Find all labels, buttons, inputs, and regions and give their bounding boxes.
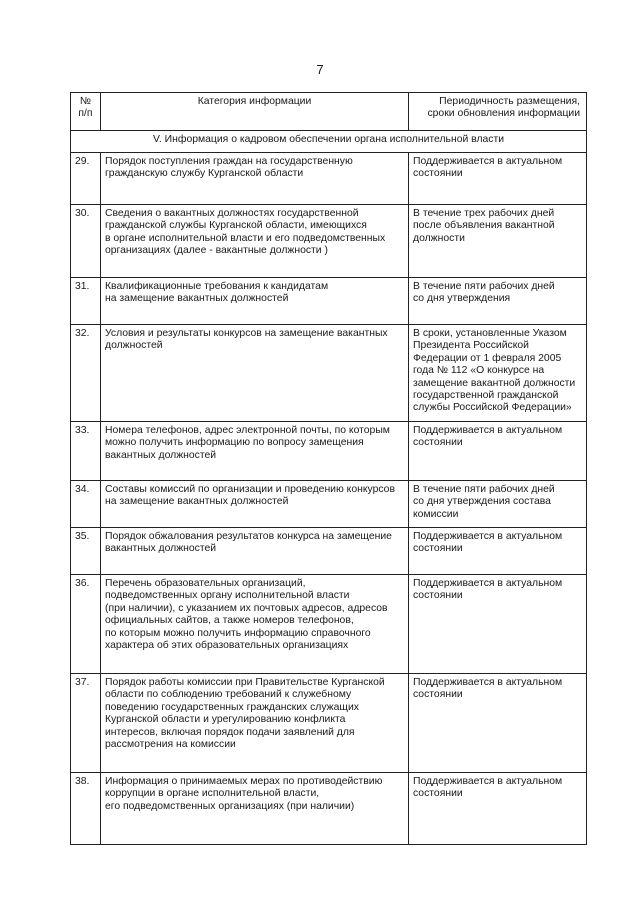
row-category: Составы комиссий по организации и проведению конкурсов на замещение вакантных должностей xyxy=(101,481,409,528)
row-number: 33. xyxy=(71,422,101,481)
row-category: Порядок работы комиссии при Правительстве Курганской области по соблюдению требований к служебному поведению государственных гражданских служащих Курганской области и урегулированию конфликта интересов, включая порядок подачи заявлений для рассмотрения на комиссии xyxy=(101,674,409,773)
row-category: Квалификационные требования к кандидатам на замещение вакантных должностей xyxy=(101,278,409,325)
row-periodicity: В сроки, установленные Указом Президента Российской Федерации от 1 февраля 2005 года № 112 «О конкурсе на замещение вакантной должности государственной гражданской службы Российской Федерации» xyxy=(409,325,587,422)
table-header-row xyxy=(71,93,587,131)
table-row xyxy=(71,481,587,528)
row-category: Номера телефонов, адрес электронной почты, по которым можно получить информацию по вопросу замещения вакантных должностей xyxy=(101,422,409,481)
table-row xyxy=(71,278,587,325)
table-row xyxy=(71,773,587,845)
row-category: Условия и результаты конкурсов на замещение вакантных должностей xyxy=(101,325,409,422)
section-title: V. Информация о кадровом обеспечении органа исполнительной власти xyxy=(71,131,587,153)
row-number: 37. xyxy=(71,674,101,773)
row-periodicity: Поддерживается в актуальном состоянии xyxy=(409,674,587,773)
row-number: 36. xyxy=(71,575,101,674)
row-number: 32. xyxy=(71,325,101,422)
table-row xyxy=(71,528,587,575)
row-number: 38. xyxy=(71,773,101,845)
row-category: Перечень образовательных организаций, подведомственных органу исполнительной власти (при наличии), с указанием их почтовых адресов, адресов официальных сайтов, а также номеров телефонов, по которым можно получить информацию справочного характера об этих образовательных организациях xyxy=(101,575,409,674)
header-periodicity: Периодичность размещения, сроки обновления информации xyxy=(409,93,587,131)
table-row xyxy=(71,205,587,278)
row-periodicity: Поддерживается в актуальном состоянии xyxy=(409,422,587,481)
row-number: 29. xyxy=(71,153,101,205)
row-category: Сведения о вакантных должностях государственной гражданской службы Курганской области, имеющихся в органе исполнительной власти и его подведомственных организациях (далее - вакантные должности ) xyxy=(101,205,409,278)
row-category: Информация о принимаемых мерах по противодействию коррупции в органе исполнительной власти, его подведомственных организациях (при наличии) xyxy=(101,773,409,845)
table-row xyxy=(71,153,587,205)
header-number: № п/п xyxy=(71,93,101,131)
row-periodicity: В течение пяти рабочих дней со дня утверждения состава комиссии xyxy=(409,481,587,528)
header-category: Категория информации xyxy=(101,93,409,131)
row-periodicity: В течение пяти рабочих дней со дня утверждения xyxy=(409,278,587,325)
table-row xyxy=(71,674,587,773)
information-table xyxy=(70,92,587,845)
row-number: 31. xyxy=(71,278,101,325)
row-number: 35. xyxy=(71,528,101,575)
page-number: 7 xyxy=(316,62,324,77)
table-row xyxy=(71,575,587,674)
row-periodicity: Поддерживается в актуальном состоянии xyxy=(409,528,587,575)
section-header-row xyxy=(71,131,587,153)
row-periodicity: Поддерживается в актуальном состоянии xyxy=(409,153,587,205)
row-periodicity: В течение трех рабочих дней после объявления вакантной должности xyxy=(409,205,587,278)
row-periodicity: Поддерживается в актуальном состоянии xyxy=(409,575,587,674)
row-category: Порядок поступления граждан на государственную гражданскую службу Курганской области xyxy=(101,153,409,205)
table-row xyxy=(71,325,587,422)
row-number: 34. xyxy=(71,481,101,528)
row-number: 30. xyxy=(71,205,101,278)
row-category: Порядок обжалования результатов конкурса на замещение вакантных должностей xyxy=(101,528,409,575)
table-row xyxy=(71,422,587,481)
row-periodicity: Поддерживается в актуальном состоянии xyxy=(409,773,587,845)
